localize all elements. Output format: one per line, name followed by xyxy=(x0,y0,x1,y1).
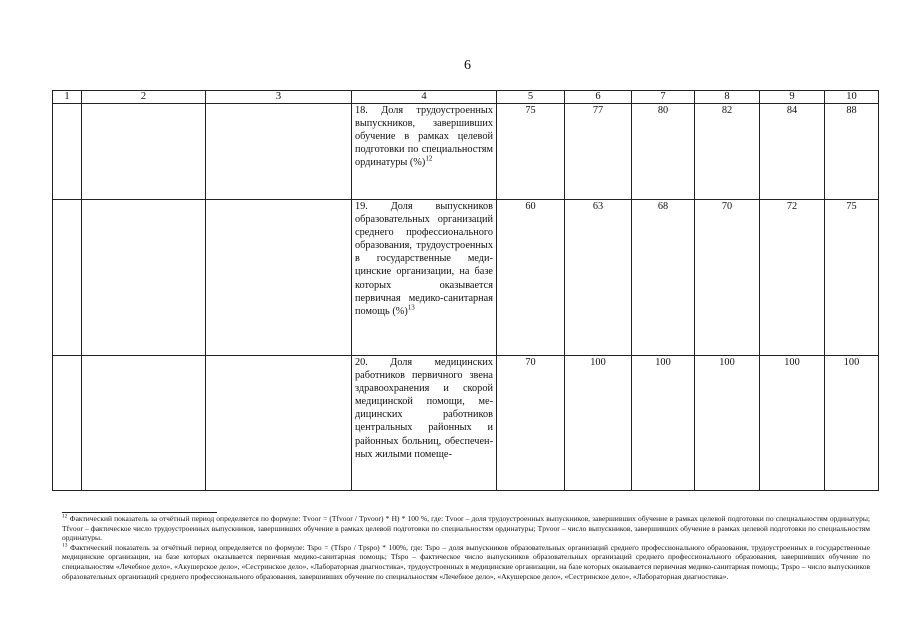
table-row xyxy=(53,200,879,356)
value-cell: 100 xyxy=(825,356,879,491)
indicator-cell xyxy=(352,356,497,491)
table-header-row xyxy=(53,91,879,104)
value-cell: 70 xyxy=(497,356,565,491)
header-col-6: 6 xyxy=(565,91,632,104)
table-row xyxy=(53,104,879,200)
footnotes xyxy=(62,514,870,581)
value-cell: 100 xyxy=(632,356,695,491)
page-number: 6 xyxy=(464,58,471,73)
header-col-1: 1 xyxy=(53,91,82,104)
indicator-cell xyxy=(352,104,497,200)
value-cell: 77 xyxy=(565,104,632,200)
footnote-text: Фактический показатель за отчётный период определяется по формуле: Tspo = (Tfspo / Tpspo) * 100%, где: Tspo – доля выпускников образовательных организаций среднего профессионального образования, трудоустроенных в государственные медицинские организации, на базе которых оказывается первичная медико-санитарная помощь; Tfspo – фактическое число выпускников образовательных организаций среднего профессионального образования, завершивших обучение по специальностям «Лечебное дело», «Акушерское дело», «Сестринское дело», «Лабораторная диагностика», трудоустроенных в медицинские организации, на базе которых оказывается первичная медико-санитарная помощь; Tpspo – число выпускников образовательных организаций среднего профессионального образования, завершивших обучение по специальностям «Лечебное дело», «Акушерское дело», «Сестринское дело», «Лабораторная диагностика». xyxy=(62,542,871,581)
col-3-cell xyxy=(206,356,352,491)
value-cell: 60 xyxy=(497,200,565,356)
value-cell: 75 xyxy=(497,104,565,200)
indicator-cell xyxy=(352,200,497,356)
footnote-text: Фактический показатель за отчётный период определяется по формуле: Tvoor = (Tfvoor / Tpvoor) * H) * 100 %, где: Tvoor – доля трудоустроенных выпускников, завершивших обучение в рамках целевой подготовки по специальностям ординатуры; Tfvoor – фактическое число трудоустроенных выпускников, завершивших обучение в рамках целевой подготовки по специальностям ординатуры; Tpvoor – число выпускников, завершивших обучение в рамках целевой подготовки по специальностям ординатуры. xyxy=(62,514,871,543)
value-cell: 100 xyxy=(695,356,760,491)
value-cell: 72 xyxy=(760,200,825,356)
value-cell: 84 xyxy=(760,104,825,200)
col-3-cell xyxy=(206,200,352,356)
header-col-9: 9 xyxy=(760,91,825,104)
value-cell: 75 xyxy=(825,200,879,356)
header-col-10: 10 xyxy=(825,91,879,104)
indicators-table xyxy=(52,90,879,491)
footnote-mark: 12 xyxy=(62,513,68,520)
col-3-cell xyxy=(206,104,352,200)
footnote-separator xyxy=(62,512,217,513)
indicator-text: 19. Доля выпускников образовательных организаций среднего профессионального образования, трудоустроенных в государственные медицинские организации, на базе которых оказывается первичная медико-санитарная помощь (%) xyxy=(355,201,493,317)
header-col-2: 2 xyxy=(82,91,206,104)
col-2-cell xyxy=(82,200,206,356)
value-cell: 88 xyxy=(825,104,879,200)
indicator-text: 20. Доля медицинских работников первичного звена здравоохранения и скорой медицинской помощи, медицинских работников центральных районных и районных больниц, обеспеченных жилыми помеще- xyxy=(355,357,493,460)
value-cell: 68 xyxy=(632,200,695,356)
footnote-12 xyxy=(62,514,870,543)
value-cell: 70 xyxy=(695,200,760,356)
header-col-8: 8 xyxy=(695,91,760,104)
col-1-cell xyxy=(53,104,82,200)
col-2-cell xyxy=(82,356,206,491)
header-col-5: 5 xyxy=(497,91,565,104)
footnote-ref: 13 xyxy=(407,303,415,312)
col-2-cell xyxy=(82,104,206,200)
value-cell: 80 xyxy=(632,104,695,200)
value-cell: 82 xyxy=(695,104,760,200)
col-1-cell xyxy=(53,356,82,491)
footnote-ref: 12 xyxy=(425,154,433,163)
value-cell: 100 xyxy=(565,356,632,491)
col-1-cell xyxy=(53,200,82,356)
header-col-7: 7 xyxy=(632,91,695,104)
header-col-3: 3 xyxy=(206,91,352,104)
value-cell: 100 xyxy=(760,356,825,491)
indicator-text: 18. Доля трудоустроенных выпускников, завершивших обучение в рамках целевой подготовки по специальностям ординатуры (%) xyxy=(355,105,493,169)
footnote-mark: 13 xyxy=(62,542,68,549)
table-row xyxy=(53,356,879,491)
header-col-4: 4 xyxy=(352,91,497,104)
footnote-13 xyxy=(62,543,870,581)
value-cell: 63 xyxy=(565,200,632,356)
